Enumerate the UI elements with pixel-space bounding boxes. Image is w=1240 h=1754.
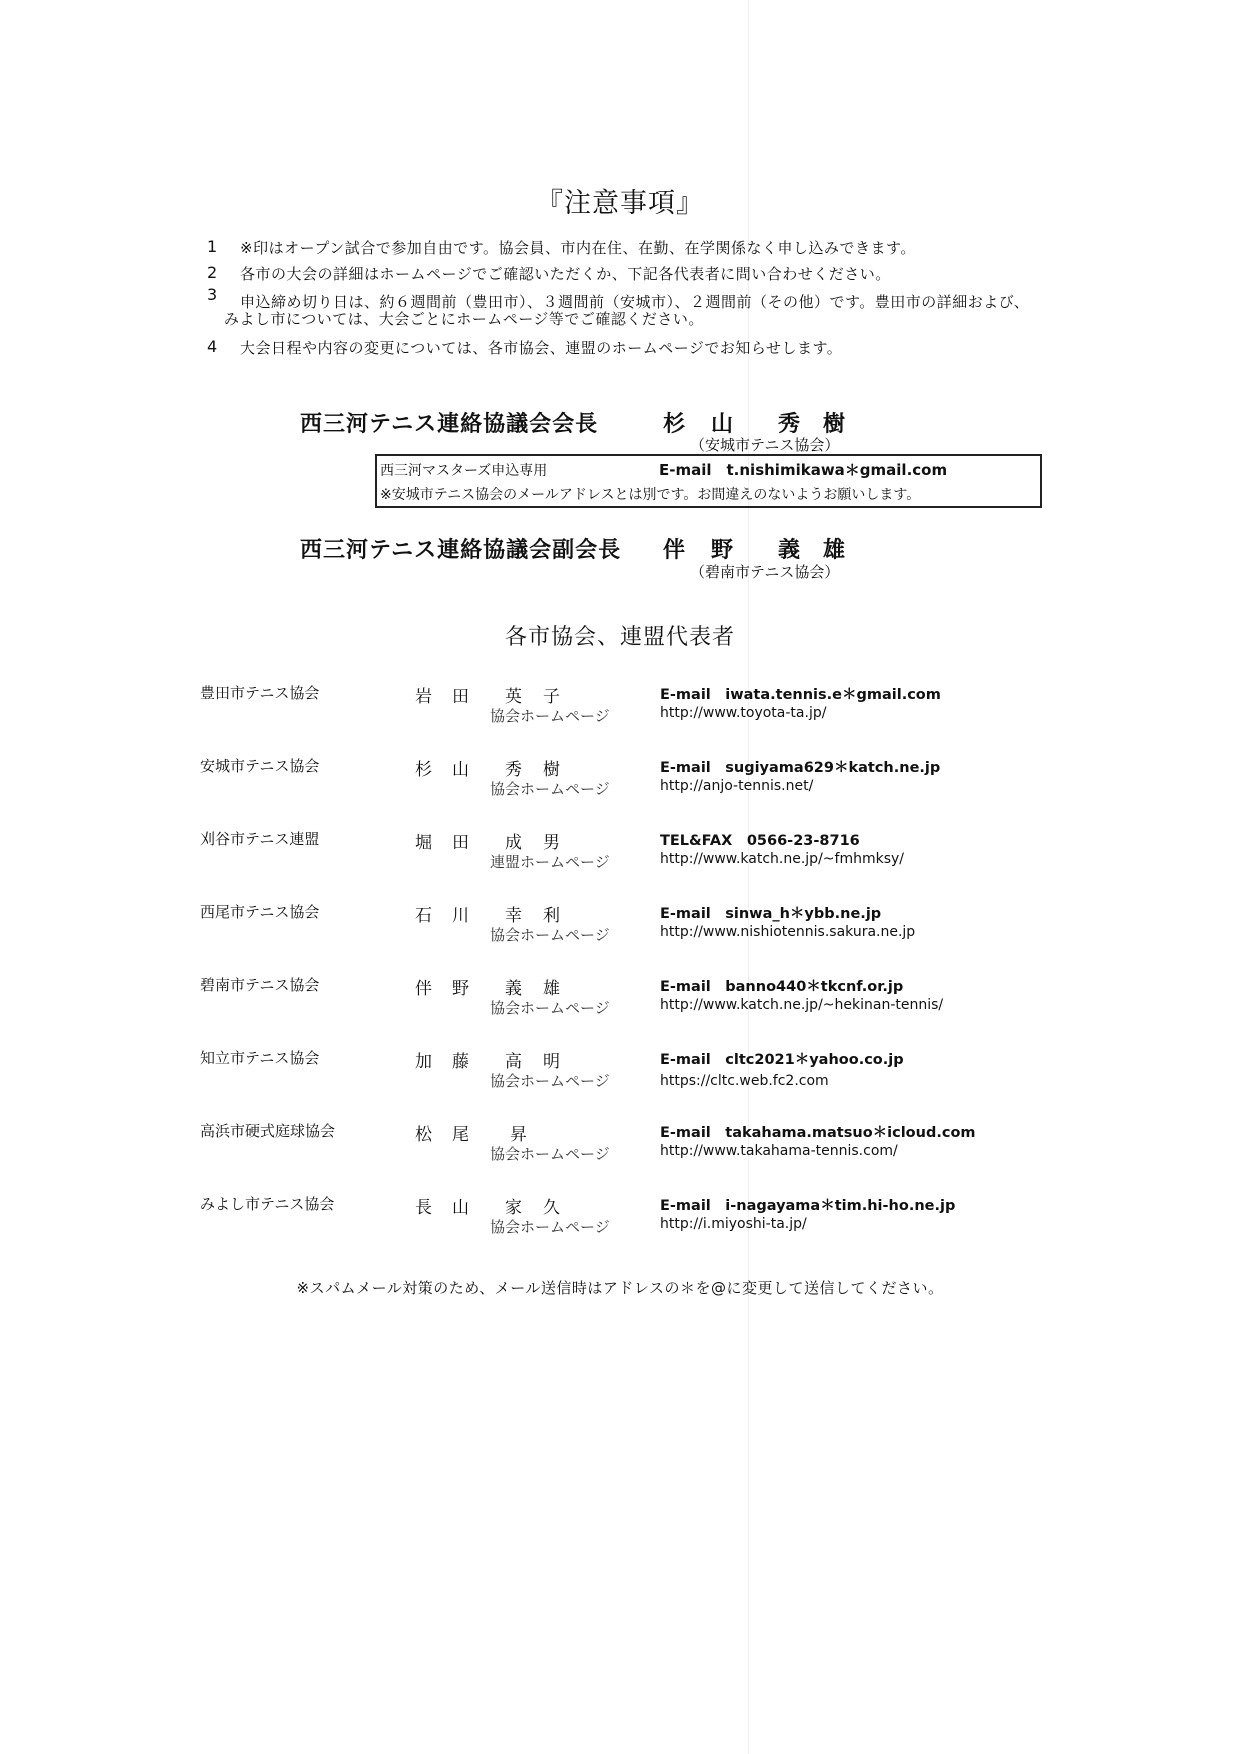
rep-contact[interactable]: E-mail iwata.tennis.e＊gmail.com — [660, 687, 941, 703]
note-text: ※印はオープン試合で参加自由です。協会員、市内在住、在勤、在学関係なく申し込みできます。 — [240, 239, 916, 257]
name-char: 秀 — [778, 412, 801, 437]
rep-org: 碧南市テニス協会 — [200, 976, 320, 994]
vice-president-title: 西三河テニス連絡協議会副会長 — [300, 538, 622, 563]
name-char: 田 — [452, 833, 469, 853]
page-title: 『注意事項』 — [536, 188, 704, 219]
name-char: 山 — [452, 1198, 469, 1218]
name-char: 英 — [505, 687, 522, 707]
masters-entry-note: ※安城市テニス協会のメールアドレスとは別です。お間違えのないようお願いします。 — [380, 487, 921, 503]
masters-entry-email[interactable]: E-mail t.nishimikawa＊gmail.com — [659, 461, 948, 479]
rep-org: 刈谷市テニス連盟 — [200, 830, 320, 848]
name-char: 藤 — [452, 1052, 469, 1072]
rep-org: 豊田市テニス協会 — [200, 684, 320, 702]
name-char: 加 — [415, 1052, 432, 1072]
note-text: 申込締め切り日は、約６週間前（豊田市）、３週間前（安城市）、２週間前（その他）です。豊田市の詳細および、 — [240, 293, 1030, 311]
name-char: 田 — [452, 687, 469, 707]
name-char: 堀 — [415, 833, 432, 853]
note-number: 4 — [207, 337, 218, 356]
vice-president-org: （碧南市テニス協会） — [690, 563, 840, 581]
president-org: （安城市テニス協会） — [690, 436, 840, 454]
rep-contact[interactable]: E-mail takahama.matsuo＊icloud.com — [660, 1125, 976, 1141]
name-char: 岩 — [415, 687, 432, 707]
name-char: 杉 — [415, 760, 432, 780]
name-char: 成 — [505, 833, 522, 853]
name-char: 昇 — [510, 1125, 527, 1145]
representatives-heading: 各市協会、連盟代表者 — [504, 625, 735, 650]
note-number: 1 — [207, 237, 218, 256]
name-char: 利 — [543, 906, 560, 926]
note-text: 大会日程や内容の変更については、各市協会、連盟のホームページでお知らせします。 — [240, 339, 843, 357]
rep-url[interactable]: http://www.takahama-tennis.com/ — [660, 1143, 898, 1159]
name-char: 尾 — [452, 1125, 469, 1145]
rep-contact[interactable]: E-mail sinwa_h＊ybb.ne.jp — [660, 906, 882, 922]
name-char: 家 — [505, 1198, 522, 1218]
rep-org: 高浜市硬式庭球協会 — [200, 1122, 336, 1140]
rep-url[interactable]: http://anjo-tennis.net/ — [660, 778, 814, 794]
name-char: 山 — [711, 412, 734, 437]
rep-homepage-label: 協会ホームページ — [490, 926, 610, 944]
rep-homepage-label: 協会ホームページ — [490, 707, 610, 725]
rep-org: 知立市テニス協会 — [200, 1049, 320, 1067]
name-char: 樹 — [823, 412, 846, 437]
name-char: 義 — [505, 979, 522, 999]
name-char: 野 — [711, 538, 734, 563]
note-number: 3 — [207, 285, 218, 304]
rep-url[interactable]: http://www.katch.ne.jp/~hekinan-tennis/ — [660, 997, 944, 1013]
rep-org: みよし市テニス協会 — [200, 1195, 335, 1213]
name-char: 明 — [543, 1052, 560, 1072]
rep-org: 西尾市テニス協会 — [200, 903, 320, 921]
name-char: 長 — [415, 1198, 432, 1218]
name-char: 樹 — [543, 760, 560, 780]
rep-homepage-label: 協会ホームページ — [490, 780, 610, 798]
name-char: 久 — [543, 1198, 560, 1218]
rep-homepage-label: 協会ホームページ — [490, 999, 610, 1017]
name-char: 義 — [778, 538, 801, 563]
name-char: 伴 — [663, 538, 686, 563]
rep-url[interactable]: http://i.miyoshi-ta.jp/ — [660, 1216, 807, 1232]
president-title: 西三河テニス連絡協議会会長 — [300, 412, 599, 437]
name-char: 杉 — [663, 412, 686, 437]
spam-note: ※スパムメール対策のため、メール送信時はアドレスの＊を@に変更して送信してください。 — [296, 1279, 944, 1297]
name-char: 伴 — [415, 979, 432, 999]
rep-url[interactable]: http://www.toyota-ta.jp/ — [660, 705, 827, 721]
name-char: 野 — [452, 979, 469, 999]
rep-contact[interactable]: E-mail sugiyama629＊katch.ne.jp — [660, 760, 941, 776]
name-char: 石 — [415, 906, 432, 926]
note-text: 各市の大会の詳細はホームページでご確認いただくか、下記各代表者に問い合わせください。 — [240, 265, 891, 283]
rep-url[interactable]: https://cltc.web.fc2.com — [660, 1073, 829, 1089]
name-char: 高 — [505, 1052, 522, 1072]
name-char: 雄 — [823, 538, 846, 563]
masters-entry-label: 西三河マスターズ申込専用 — [380, 463, 548, 479]
masters-entry-box — [375, 454, 1042, 508]
note-text: みよし市については、大会ごとにホームページ等でご確認ください。 — [224, 310, 704, 328]
rep-contact[interactable]: TEL&FAX 0566-23-8716 — [660, 833, 860, 849]
name-char: 山 — [452, 760, 469, 780]
name-char: 幸 — [505, 906, 522, 926]
name-char: 松 — [415, 1125, 432, 1145]
rep-homepage-label: 協会ホームページ — [490, 1145, 610, 1163]
note-number: 2 — [207, 263, 218, 282]
name-char: 川 — [452, 906, 469, 926]
rep-url[interactable]: http://www.katch.ne.jp/~fmhmksy/ — [660, 851, 904, 867]
name-char: 男 — [543, 833, 560, 853]
rep-homepage-label: 連盟ホームページ — [490, 853, 610, 871]
rep-contact[interactable]: E-mail cltc2021＊yahoo.co.jp — [660, 1052, 904, 1068]
rep-org: 安城市テニス協会 — [200, 757, 320, 775]
rep-homepage-label: 協会ホームページ — [490, 1218, 610, 1236]
name-char: 秀 — [505, 760, 522, 780]
name-char: 雄 — [543, 979, 560, 999]
rep-homepage-label: 協会ホームページ — [490, 1072, 610, 1090]
name-char: 子 — [543, 687, 560, 707]
rep-contact[interactable]: E-mail banno440＊tkcnf.or.jp — [660, 979, 904, 995]
rep-contact[interactable]: E-mail i-nagayama＊tim.hi-ho.ne.jp — [660, 1198, 956, 1214]
rep-url[interactable]: http://www.nishiotennis.sakura.ne.jp — [660, 924, 916, 940]
